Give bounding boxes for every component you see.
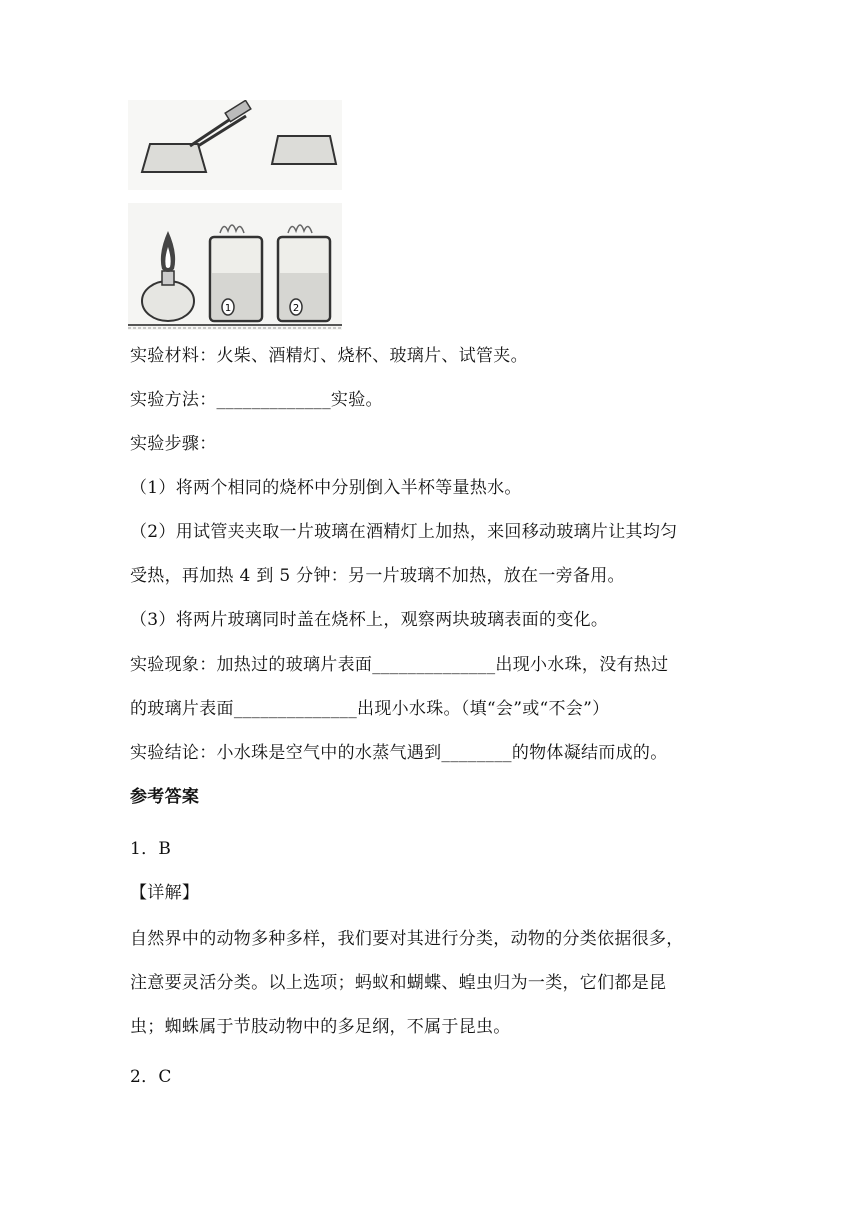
phenomenon-line-2: [130, 698, 609, 720]
method-line: [130, 389, 383, 411]
phenomenon-line-1: [130, 654, 668, 676]
answer-2: 2．C: [130, 1067, 172, 1087]
explain-line-3: 虫；蜘蛛属于节肢动物中的多足纲，不属于昆虫。: [130, 1017, 511, 1037]
experiment-figure: [128, 100, 342, 330]
steps-title: 实验步骤：: [130, 434, 217, 454]
beaker-2-icon: [278, 225, 330, 321]
step-1: （1）将两个相同的烧杯中分别倒入半杯等量热水。: [130, 478, 522, 498]
phenomenon-prefix: 实验现象：加热过的玻璃片表面: [130, 655, 373, 675]
explain-line-1: 自然界中的动物多种多样，我们要对其进行分类，动物的分类依据很多，: [130, 929, 684, 949]
beaker-2-label: 2: [292, 303, 300, 314]
phenomenon-line2-prefix: 的玻璃片表面: [130, 699, 234, 719]
method-prefix: 实验方法：: [130, 390, 217, 410]
step-2-line-2: 受热，再加热 4 到 5 分钟：另一片玻璃不加热，放在一旁备用。: [130, 566, 625, 586]
answers-title: 参考答案: [130, 787, 200, 807]
phenomenon-suffix: 出现小水珠，没有热过: [495, 655, 669, 675]
alcohol-lamp-icon: [142, 231, 194, 321]
explain-line-2: 注意要灵活分类。以上选项；蚂蚁和蝴蝶、蝗虫归为一类，它们都是昆: [130, 973, 667, 993]
method-blank[interactable]: _____________: [216, 390, 331, 410]
figure-top-panel: [128, 100, 342, 190]
phenomenon-blank-1[interactable]: ______________: [372, 655, 496, 675]
conclusion-blank[interactable]: ________: [441, 743, 512, 763]
phenomenon-blank-2[interactable]: ______________: [233, 699, 358, 719]
materials-line: 实验材料：火柴、酒精灯、烧杯、玻璃片、试管夹。: [130, 346, 528, 366]
phenomenon-line2-suffix: 出现小水珠。（填“会”或“不会”）: [357, 699, 610, 719]
glass-plate-icon: [272, 136, 336, 164]
beaker-1-label: 1: [224, 303, 232, 314]
answer-1: 1．B: [130, 839, 172, 859]
detail-label: 【详解】: [130, 883, 200, 903]
method-suffix: 实验。: [330, 390, 383, 410]
conclusion-prefix: 实验结论：小水珠是空气中的水蒸气遇到: [130, 743, 442, 763]
figure-bottom-panel: [128, 203, 342, 330]
beaker-1-icon: [210, 225, 262, 321]
conclusion-line: [130, 742, 668, 764]
step-3: （3）将两片玻璃同时盖在烧杯上，观察两块玻璃表面的变化。: [130, 610, 609, 630]
glass-with-tongs-icon: [142, 100, 251, 172]
step-2-line-1: （2）用试管夹夹取一片玻璃在酒精灯上加热，来回移动玻璃片让其均匀: [130, 522, 678, 542]
conclusion-suffix: 的物体凝结而成的。: [511, 743, 668, 763]
